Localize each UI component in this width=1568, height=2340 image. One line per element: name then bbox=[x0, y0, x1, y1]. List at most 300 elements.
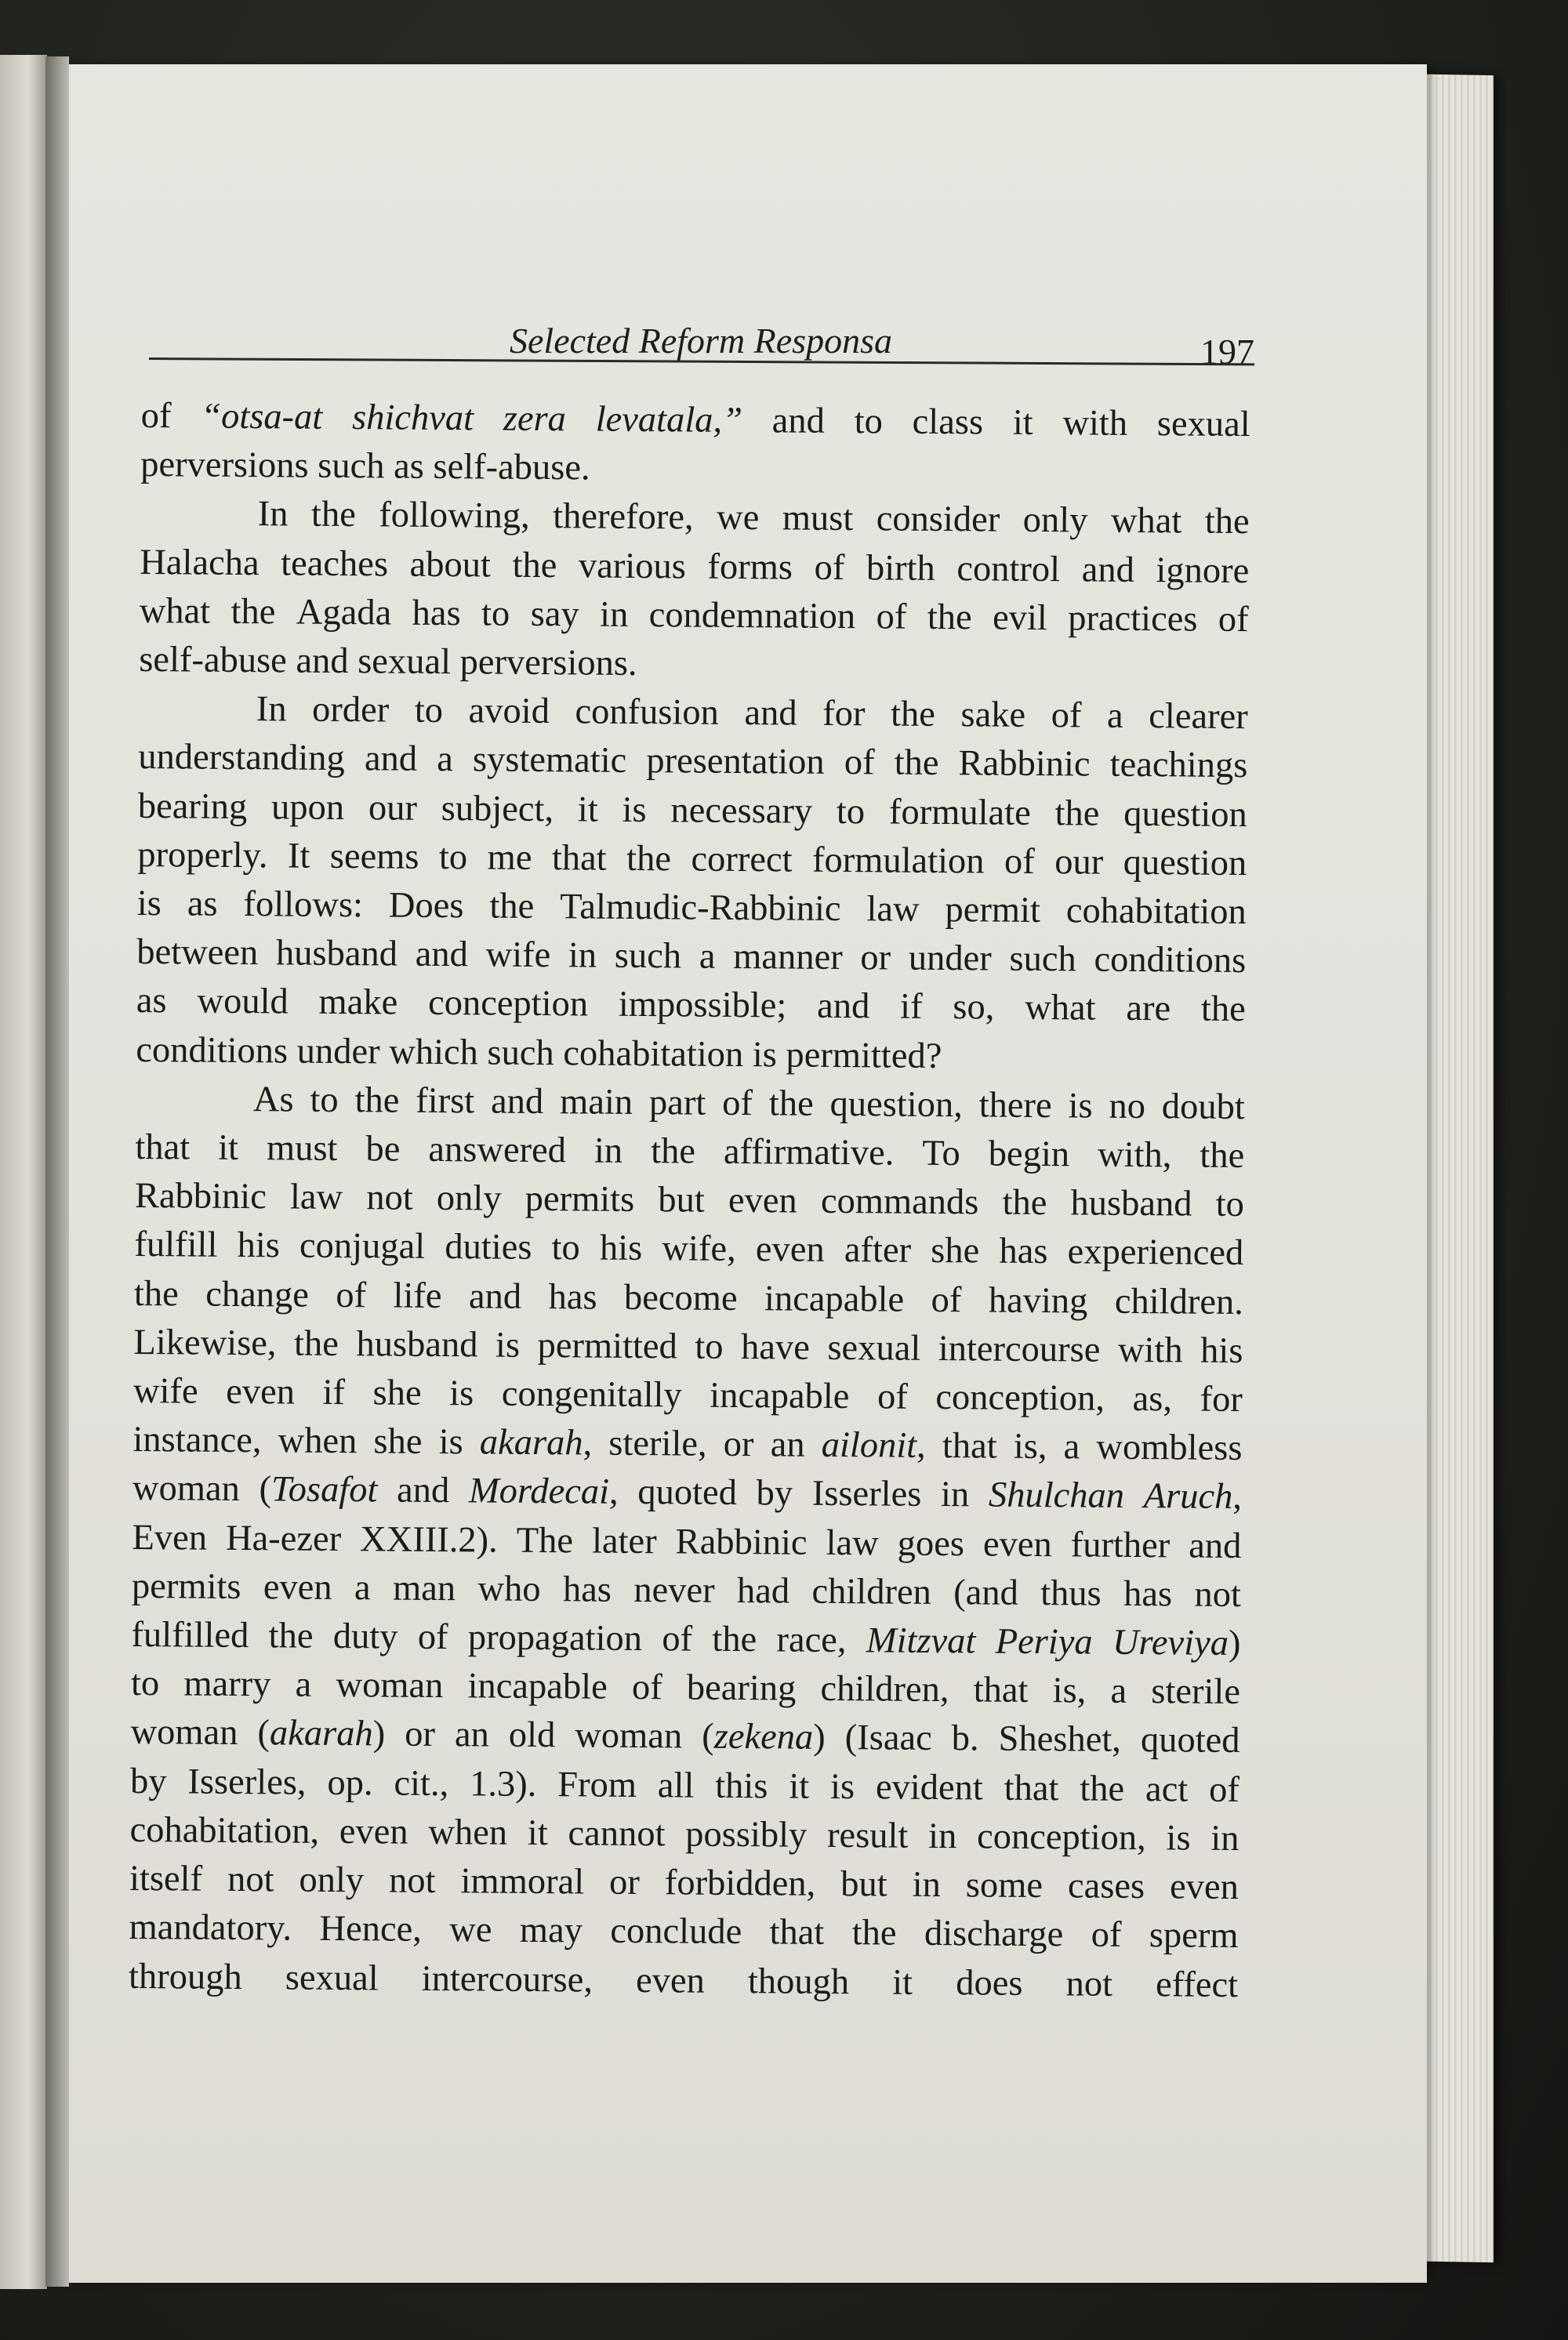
word: propagation bbox=[467, 1617, 643, 1660]
text-line bbox=[137, 880, 1247, 937]
word: the bbox=[927, 597, 972, 638]
word: quoted bbox=[637, 1472, 738, 1514]
word: the bbox=[851, 1913, 897, 1954]
text-line bbox=[137, 831, 1247, 888]
text-line bbox=[129, 1952, 1238, 2009]
italic-word: Aruch bbox=[1143, 1476, 1233, 1518]
word: is bbox=[449, 1373, 474, 1414]
word: following, bbox=[379, 495, 530, 537]
word: main bbox=[559, 1082, 633, 1123]
word: not bbox=[1065, 1963, 1113, 2004]
word: is bbox=[495, 1325, 521, 1366]
word: it bbox=[217, 1127, 239, 1169]
word: marry bbox=[183, 1663, 271, 1705]
word: to bbox=[481, 593, 510, 634]
word: correct bbox=[691, 839, 793, 880]
word: the bbox=[230, 591, 276, 633]
text-line bbox=[133, 1367, 1243, 1424]
word: all bbox=[657, 1765, 695, 1806]
word: permits bbox=[524, 1179, 635, 1221]
word: conclude bbox=[610, 1911, 742, 1953]
word: the bbox=[133, 1273, 179, 1315]
word: what bbox=[139, 590, 211, 632]
word: cit., bbox=[394, 1763, 449, 1804]
word: has bbox=[562, 1569, 612, 1610]
word: such bbox=[614, 936, 682, 977]
word: properly. bbox=[137, 834, 268, 876]
word: after bbox=[844, 1230, 912, 1272]
word: goes bbox=[897, 1523, 965, 1564]
word: first bbox=[416, 1080, 475, 1122]
word: of bbox=[662, 1619, 693, 1660]
word: of bbox=[1208, 1769, 1240, 1810]
word: must bbox=[782, 498, 854, 539]
word: instance, bbox=[132, 1420, 262, 1461]
word: and bbox=[396, 1471, 450, 1511]
word: evident bbox=[875, 1767, 984, 1809]
word: intercourse, bbox=[421, 1958, 593, 2001]
word: is, bbox=[1052, 1671, 1087, 1711]
word: as bbox=[136, 981, 167, 1021]
word: and bbox=[816, 986, 870, 1027]
text-line bbox=[138, 733, 1247, 790]
gutter-shadow bbox=[45, 56, 69, 2287]
word: systematic bbox=[472, 739, 627, 782]
word: a bbox=[1110, 1671, 1127, 1712]
italic-word: Mordecai bbox=[468, 1471, 610, 1513]
word-group bbox=[480, 1419, 593, 1468]
word: Likewise, bbox=[133, 1322, 277, 1364]
word: permitted bbox=[537, 1325, 678, 1367]
word: cannot bbox=[568, 1813, 666, 1855]
text-line bbox=[132, 1464, 1242, 1522]
word: some bbox=[965, 1865, 1044, 1906]
word: perversions bbox=[140, 444, 309, 486]
word: , bbox=[1232, 1477, 1243, 1518]
word: In bbox=[257, 494, 289, 535]
word: intercourse bbox=[938, 1328, 1101, 1370]
word: children. bbox=[1114, 1281, 1244, 1322]
text-line bbox=[140, 489, 1250, 546]
word: we bbox=[716, 498, 760, 539]
word: the bbox=[1204, 502, 1250, 542]
word: sexual bbox=[357, 641, 452, 683]
word: law bbox=[826, 1522, 879, 1564]
word: ignore bbox=[1156, 550, 1250, 591]
word: perversions. bbox=[459, 642, 637, 684]
word: our bbox=[368, 787, 418, 829]
italic-word: Mitzvat bbox=[866, 1620, 976, 1662]
running-title: Selected Reform Responsa bbox=[510, 321, 892, 361]
word: and bbox=[744, 693, 797, 734]
word: immoral bbox=[460, 1861, 585, 1903]
word: From bbox=[557, 1764, 637, 1805]
word: Does bbox=[388, 885, 464, 927]
word: as, bbox=[1132, 1379, 1173, 1420]
word: question, bbox=[829, 1083, 964, 1126]
word: even bbox=[635, 1960, 706, 2001]
word: is bbox=[438, 1422, 463, 1463]
word: result bbox=[826, 1815, 909, 1856]
word: in bbox=[599, 594, 629, 635]
word: confusion bbox=[575, 691, 720, 734]
word: permitted? bbox=[786, 1035, 942, 1076]
word: condemnation bbox=[648, 594, 856, 637]
italic-word: Shulchan bbox=[988, 1475, 1125, 1517]
italic-word: akarah bbox=[269, 1713, 373, 1754]
word: to bbox=[438, 836, 468, 878]
word: it bbox=[577, 789, 598, 830]
word: become bbox=[623, 1277, 738, 1319]
word: his bbox=[599, 1228, 643, 1269]
word: when bbox=[428, 1812, 508, 1853]
word: say bbox=[530, 593, 579, 635]
word: the bbox=[1200, 989, 1246, 1030]
word: the bbox=[489, 886, 535, 927]
word: about bbox=[409, 544, 492, 586]
word: so, bbox=[953, 987, 995, 1029]
word: experienced bbox=[1067, 1232, 1244, 1274]
word: the bbox=[768, 1083, 814, 1124]
word: has bbox=[548, 1276, 597, 1318]
word: even bbox=[339, 1811, 408, 1852]
word: sterile bbox=[1151, 1671, 1241, 1713]
body-text bbox=[129, 392, 1250, 2010]
word: impossible; bbox=[618, 985, 787, 1026]
word: to bbox=[836, 791, 866, 832]
word: would bbox=[197, 981, 289, 1022]
italic-word: ailonit bbox=[821, 1425, 917, 1467]
word: for bbox=[822, 694, 866, 735]
word: the bbox=[310, 495, 357, 535]
text-line bbox=[131, 1611, 1240, 1668]
word: that bbox=[769, 1912, 825, 1954]
word: the bbox=[1054, 793, 1100, 834]
word: self-abuse. bbox=[433, 447, 590, 488]
word: subject, bbox=[441, 788, 554, 829]
text-line bbox=[129, 1855, 1239, 1912]
word: follows: bbox=[243, 884, 364, 926]
word: forms bbox=[707, 546, 793, 588]
word: , bbox=[916, 1426, 926, 1467]
word: Rabbinic bbox=[675, 1522, 808, 1563]
word: it bbox=[527, 1812, 548, 1854]
word: the bbox=[1080, 1769, 1125, 1809]
text-line bbox=[136, 1075, 1245, 1132]
word: law bbox=[866, 889, 920, 930]
word: law bbox=[289, 1177, 343, 1218]
word: only bbox=[436, 1178, 502, 1219]
word: this bbox=[715, 1765, 768, 1807]
page-number: 197 bbox=[1200, 332, 1254, 372]
word-group bbox=[270, 1710, 386, 1759]
word: may bbox=[519, 1910, 583, 1951]
word: has bbox=[1123, 1573, 1173, 1615]
word: race, bbox=[776, 1620, 847, 1661]
text-line bbox=[133, 1319, 1243, 1376]
word: in bbox=[940, 1475, 970, 1515]
word: Isserles bbox=[811, 1474, 922, 1515]
word: incapable bbox=[710, 1375, 850, 1417]
word: fulfilled bbox=[131, 1615, 249, 1656]
word: various bbox=[578, 545, 687, 587]
word: to bbox=[551, 1228, 580, 1268]
word: itself bbox=[129, 1859, 203, 1899]
word: the bbox=[1002, 1182, 1047, 1224]
word: in bbox=[927, 1816, 957, 1857]
word: of bbox=[336, 1275, 367, 1315]
word: but bbox=[658, 1180, 706, 1221]
text-line bbox=[130, 1758, 1240, 1815]
word: quoted bbox=[1140, 1720, 1240, 1761]
text-line bbox=[135, 1172, 1244, 1229]
text-line bbox=[139, 636, 1248, 693]
word: and bbox=[364, 738, 418, 780]
word: such bbox=[318, 445, 385, 487]
word: a bbox=[437, 739, 454, 780]
running-header bbox=[149, 320, 1254, 375]
word: change bbox=[205, 1274, 310, 1315]
text-line bbox=[131, 1660, 1240, 1717]
word: control bbox=[956, 548, 1061, 590]
word: of bbox=[140, 395, 172, 437]
word: necessary bbox=[670, 789, 813, 832]
word: To bbox=[922, 1133, 960, 1174]
word: through bbox=[128, 1956, 242, 1997]
word: a bbox=[354, 1568, 371, 1609]
word: or bbox=[608, 1862, 641, 1903]
word: conception, bbox=[935, 1377, 1105, 1419]
word: incapable bbox=[764, 1278, 905, 1320]
word: is, bbox=[1013, 1427, 1047, 1467]
word: forbidden, bbox=[664, 1863, 816, 1904]
word: in bbox=[1210, 1818, 1240, 1859]
word: for bbox=[1200, 1379, 1243, 1420]
word: fulfill bbox=[134, 1224, 218, 1266]
word: teachings bbox=[1109, 745, 1248, 786]
word: sexual bbox=[827, 1327, 921, 1369]
word: wombless bbox=[1096, 1427, 1243, 1469]
word: of bbox=[931, 1279, 962, 1320]
text-line bbox=[132, 1416, 1242, 1473]
word: Hence, bbox=[319, 1909, 423, 1950]
word: children bbox=[811, 1571, 932, 1613]
word: therefore, bbox=[553, 496, 694, 538]
word: even bbox=[755, 1229, 825, 1271]
word: possibly bbox=[685, 1814, 808, 1856]
word: (Isaac bbox=[844, 1718, 932, 1759]
word: we bbox=[449, 1910, 492, 1950]
word: even bbox=[982, 1524, 1052, 1565]
italic-word: levatala,” bbox=[595, 399, 743, 441]
word: husband bbox=[1070, 1183, 1192, 1224]
word: Even bbox=[132, 1517, 208, 1558]
word: (and bbox=[953, 1573, 1019, 1613]
word: op. bbox=[327, 1762, 373, 1804]
word: As bbox=[252, 1079, 294, 1120]
word-group bbox=[259, 1466, 377, 1515]
word: even bbox=[728, 1181, 797, 1221]
word: by bbox=[756, 1473, 793, 1515]
word: but bbox=[840, 1864, 887, 1905]
word: life bbox=[393, 1275, 442, 1316]
word: and bbox=[1189, 1526, 1242, 1566]
word: duty bbox=[332, 1616, 398, 1657]
word: in bbox=[912, 1864, 942, 1906]
text-line bbox=[138, 782, 1247, 840]
word: It bbox=[287, 836, 310, 876]
word: even bbox=[226, 1371, 296, 1413]
text-line bbox=[136, 928, 1246, 985]
word: sterile, bbox=[608, 1423, 707, 1464]
word: or bbox=[723, 1424, 754, 1465]
word-group bbox=[713, 1713, 825, 1762]
word: sake bbox=[960, 695, 1026, 736]
word: to bbox=[310, 1079, 339, 1120]
word: that bbox=[135, 1127, 191, 1168]
word: cohabitation bbox=[1065, 891, 1247, 933]
word: man bbox=[392, 1568, 456, 1609]
text-line bbox=[129, 1806, 1239, 1863]
italic-word: shichvat bbox=[351, 397, 474, 439]
word: and bbox=[415, 934, 469, 975]
word: husband bbox=[275, 933, 398, 974]
text-line bbox=[132, 1514, 1241, 1571]
word: manner bbox=[733, 937, 843, 978]
word: begin bbox=[988, 1134, 1070, 1175]
word: is bbox=[1068, 1086, 1093, 1126]
word: permits bbox=[131, 1565, 241, 1607]
word: which bbox=[389, 1032, 479, 1073]
word: question bbox=[1123, 842, 1247, 883]
word: evil bbox=[992, 597, 1047, 638]
word: mandatory. bbox=[129, 1907, 292, 1949]
word: does bbox=[956, 1962, 1023, 2004]
word: upon bbox=[270, 786, 345, 828]
word: and bbox=[490, 1081, 544, 1122]
word: , bbox=[583, 1423, 593, 1464]
word: to bbox=[854, 401, 884, 442]
word: b. bbox=[951, 1718, 979, 1759]
word: permit bbox=[945, 890, 1041, 931]
word: wife bbox=[132, 1371, 198, 1412]
word: only bbox=[1022, 500, 1088, 541]
italic-word: zekena bbox=[713, 1717, 814, 1758]
word: cohabitation, bbox=[129, 1809, 320, 1852]
word: conception, bbox=[976, 1816, 1146, 1859]
word: of bbox=[631, 1667, 662, 1708]
text-line bbox=[140, 539, 1249, 596]
word: self-abuse bbox=[139, 640, 288, 681]
word: such bbox=[1009, 938, 1076, 980]
text-line bbox=[135, 1123, 1244, 1181]
word: formulation bbox=[811, 840, 985, 882]
word: sexual bbox=[285, 1957, 379, 1998]
word: ) bbox=[813, 1718, 826, 1758]
text-line bbox=[132, 1562, 1241, 1620]
word: Agada bbox=[296, 592, 392, 633]
word: seems bbox=[329, 836, 419, 877]
word: even bbox=[263, 1567, 332, 1608]
word: Halacha bbox=[140, 542, 260, 583]
word: she bbox=[373, 1421, 423, 1463]
word: of bbox=[844, 742, 875, 783]
word: duties bbox=[445, 1227, 532, 1268]
text-line bbox=[140, 587, 1249, 644]
word: only bbox=[299, 1859, 365, 1901]
word: thus bbox=[1040, 1573, 1102, 1614]
word: even bbox=[1169, 1867, 1240, 1908]
word: that bbox=[973, 1670, 1029, 1711]
word: order bbox=[311, 689, 390, 731]
word: under bbox=[296, 1031, 380, 1072]
word: it bbox=[789, 1766, 810, 1807]
word: part bbox=[648, 1082, 706, 1123]
word: having bbox=[988, 1280, 1088, 1322]
italic-word: Tosafot bbox=[270, 1469, 378, 1511]
word: of bbox=[722, 1083, 753, 1123]
word: the bbox=[712, 1619, 757, 1660]
word: me bbox=[487, 837, 532, 878]
word: such bbox=[487, 1032, 554, 1073]
word: discharge bbox=[924, 1914, 1064, 1955]
word: in bbox=[568, 935, 597, 976]
word: bearing bbox=[686, 1667, 797, 1709]
word: between bbox=[136, 932, 259, 974]
word: an bbox=[770, 1424, 805, 1465]
word: sexual bbox=[1156, 404, 1250, 445]
word: avoid bbox=[468, 691, 550, 732]
word: the bbox=[626, 838, 672, 880]
word: is bbox=[829, 1766, 855, 1807]
word: and bbox=[1081, 550, 1135, 590]
word: of bbox=[1091, 1914, 1122, 1956]
word: of bbox=[877, 1377, 909, 1417]
word: make bbox=[318, 982, 398, 1024]
word-group bbox=[1143, 1473, 1242, 1522]
word: to bbox=[1215, 1185, 1245, 1225]
word: what bbox=[1024, 988, 1096, 1029]
word: birth bbox=[866, 547, 935, 589]
word: has bbox=[412, 593, 461, 634]
word: congenitally bbox=[501, 1373, 682, 1416]
word: a bbox=[295, 1664, 312, 1706]
word: and bbox=[468, 1275, 522, 1317]
word: with, bbox=[1097, 1134, 1172, 1176]
word: what bbox=[1110, 501, 1182, 542]
word: ( bbox=[259, 1469, 272, 1510]
italic-word: zera bbox=[503, 398, 567, 440]
word: Sheshet, bbox=[998, 1719, 1122, 1761]
facing-page-edge bbox=[0, 55, 47, 2289]
word: of bbox=[417, 1616, 448, 1658]
word: act bbox=[1145, 1769, 1189, 1810]
word: conditions bbox=[1094, 939, 1247, 981]
word: if bbox=[322, 1372, 346, 1413]
word: not bbox=[1194, 1574, 1242, 1615]
word: she bbox=[931, 1231, 980, 1272]
word: clearer bbox=[1149, 696, 1248, 738]
word: have bbox=[740, 1326, 811, 1368]
word-group bbox=[1112, 1619, 1241, 1668]
word: and bbox=[771, 401, 826, 441]
word-group bbox=[257, 1710, 385, 1759]
word: husband bbox=[356, 1324, 478, 1366]
word-group bbox=[821, 1421, 926, 1471]
text-line bbox=[140, 441, 1250, 498]
word: effect bbox=[1155, 1964, 1239, 2005]
word: Isserles, bbox=[187, 1761, 307, 1803]
